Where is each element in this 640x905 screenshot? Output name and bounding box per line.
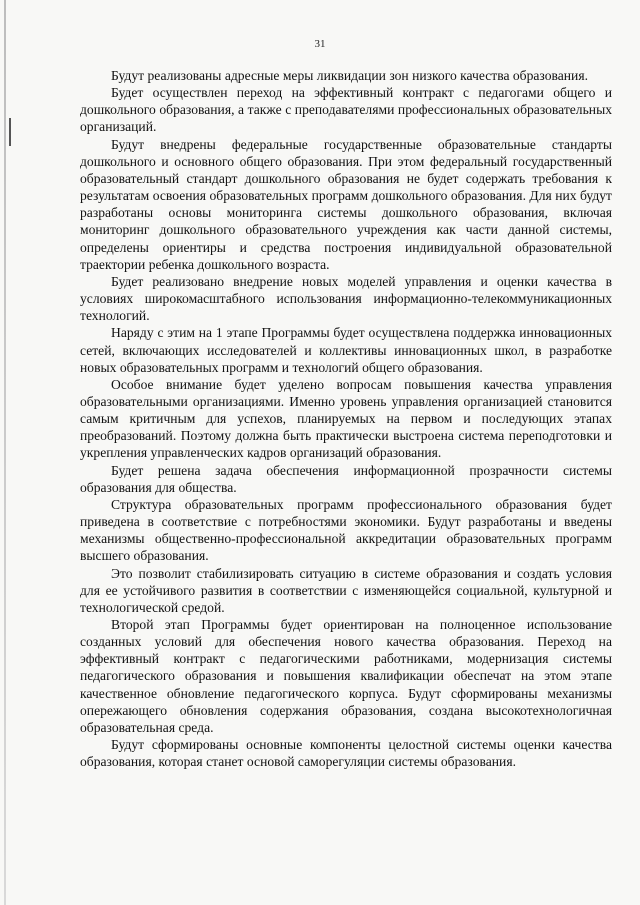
paragraph: Структура образовательных программ профессионального образования будет приведена в соответствие с потребностями экономики. Будут разработаны и введены механизмы общественно-профессиональной аккредитации образовательных программ высшего образования. xyxy=(80,496,612,564)
paragraph: Второй этап Программы будет ориентирован на полноценное использование созданных условий для обеспечения нового качества образования. Переход на эффективный контракт с педагогическими работниками, модернизация системы педагогического образования и повышения квалификации обеспечат на этом этапе качественное обновление педагогического корпуса. Будут сформированы механизмы опережающего обновления содержания образования, создана высокотехнологичная образовательная среда. xyxy=(80,617,612,735)
scan-mark xyxy=(9,118,11,146)
paragraph: Будут сформированы основные компоненты целостной системы оценки качества образования, которая станет основой саморегуляции системы образования. xyxy=(80,737,612,770)
body-text xyxy=(80,67,612,770)
paragraph: Будут реализованы адресные меры ликвидации зон низкого качества образования. xyxy=(111,68,588,83)
paragraph: Будет осуществлен переход на эффективный контракт с педагогами общего и дошкольного образования, а также с преподавателями профессиональных образовательных организаций. xyxy=(80,85,612,135)
paragraph: Наряду с этим на 1 этапе Программы будет осуществлена поддержка инновационных сетей, включающих исследователей и коллективы инновационных школ, в разработке новых образовательных программ и технологий общего образования. xyxy=(80,325,612,375)
scan-left-edge xyxy=(4,0,6,905)
paragraph: Будет реализовано внедрение новых моделей управления и оценки качества в условиях широкомасштабного использования информационно-телекоммуникационных технологий. xyxy=(80,273,612,324)
paragraph: Будут внедрены федеральные государственные образовательные стандарты дошкольного и основного общего образования. При этом федеральный государственный образовательный стандарт дошкольного образования не будет содержать требования к результатам освоения образовательных программ дошкольного образования. Для них будут разработаны основы мониторинга системы дошкольного образования, включая мониторинг дошкольного образовательного учреждения как части данной системы, определены ориентиры и средства построения индивидуальной образовательной траектории ребенка дошкольного возраста. xyxy=(80,136,612,272)
paragraph: Будет решена задача обеспечения информационной прозрачности системы образования для общества. xyxy=(80,462,612,495)
paragraph: Особое внимание будет уделено вопросам повышения качества управления образовательными организациями. Именно уровень управления организацией становится самым критичным для успехов, планируемых на первом и последующих этапах преобразований. Поэтому должна быть практически выстроена система переподготовки и укрепления управленческих кадров организаций образования. xyxy=(80,376,612,461)
paragraph: Это позволит стабилизировать ситуацию в системе образования и создать условия для ее устойчивого развития в соответствии с изменяющейся социальной, культурной и технологической средой. xyxy=(80,565,612,615)
page-number: 31 xyxy=(314,38,326,50)
